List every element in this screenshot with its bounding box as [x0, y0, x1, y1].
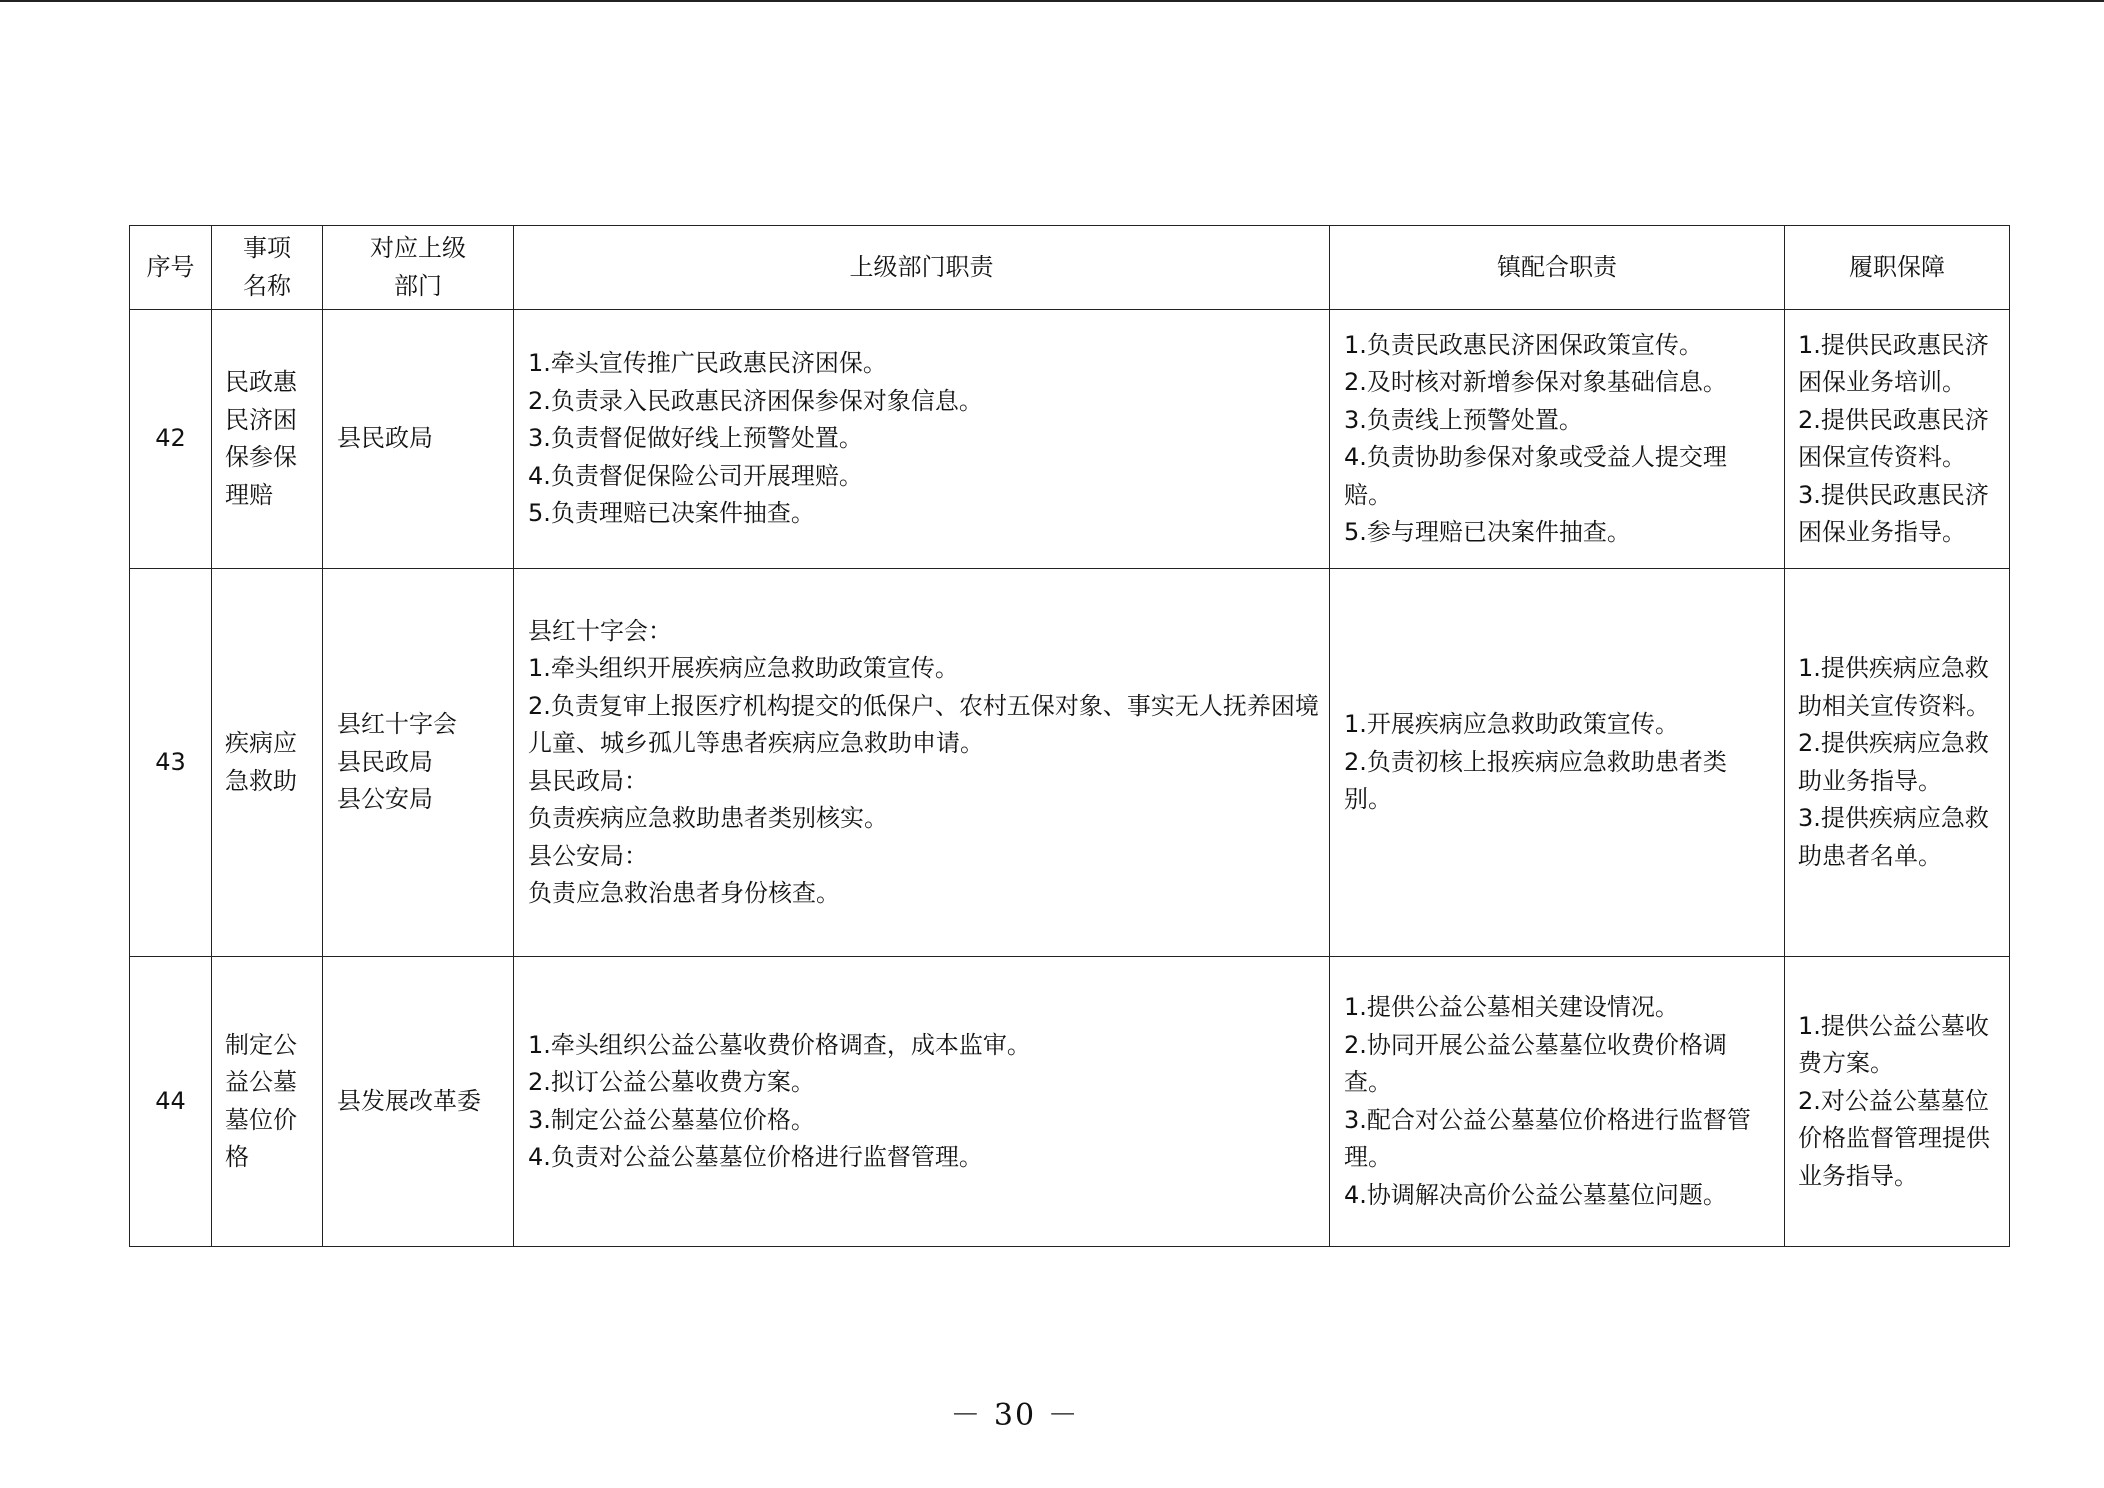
- row-superior-duties: [514, 569, 1330, 957]
- town-duty-line: 4.协调解决高价公益公墓墓位问题。: [1344, 1180, 1727, 1209]
- superior-duty-line: 县红十字会：: [528, 616, 672, 645]
- superior-duty-line: 1.牵头组织开展疾病应急救助政策宣传。: [528, 654, 959, 682]
- town-duty-line: 1.负责民政惠民济困保政策宣传。: [1344, 330, 1703, 359]
- table-row: [130, 569, 2010, 957]
- guarantee-line: 1.提供公益公墓收费方案。: [1798, 1011, 1989, 1078]
- guarantee-line: 2.提供民政惠民济困保宣传资料。: [1798, 405, 1989, 471]
- table-row: [130, 310, 2010, 569]
- town-duty-line: 2.及时核对新增参保对象基础信息。: [1344, 368, 1727, 396]
- item-name-line: 墓位价: [225, 1105, 297, 1134]
- item-name-line: 急救助: [225, 766, 297, 795]
- item-name-line: 益公墓: [225, 1068, 297, 1096]
- superior-duty-line: 1.牵头组织公益公墓收费价格调查，成本监审。: [528, 1030, 1031, 1059]
- town-duty-line: 2.协同开展公益公墓墓位收费价格调查。: [1344, 1030, 1727, 1096]
- item-name-line: 民济困: [225, 405, 297, 434]
- town-duty-line: 3.配合对公益公墓墓位价格进行监督管理。: [1344, 1105, 1751, 1171]
- row-dept: [323, 569, 514, 957]
- row-item-name: [212, 569, 323, 957]
- superior-duty-line: 县民政局：: [528, 766, 648, 795]
- item-name-line: 理赔: [225, 480, 273, 509]
- row-item-name: [212, 957, 323, 1247]
- row-guarantee: [1785, 310, 2010, 569]
- item-name-line: 格: [225, 1143, 249, 1171]
- superior-duty-line: 1.牵头宣传推广民政惠民济困保。: [528, 349, 887, 378]
- town-duty-line: 1.提供公益公墓相关建设情况。: [1344, 993, 1679, 1021]
- superior-duty-line: 2.负责录入民政惠民济困保参保对象信息。: [528, 386, 983, 415]
- dept-line: 县发展改革委: [337, 1086, 481, 1115]
- header-row: [130, 226, 2010, 310]
- guarantee-line: 3.提供疾病应急救助患者名单。: [1798, 804, 1989, 870]
- superior-duty-line: 2.负责复审上报医疗机构提交的低保户、农村五保对象、事实无人抚养困境儿童、城乡孤儿等患者疾病应急救助申请。: [528, 691, 1319, 757]
- town-duty-line: 5.参与理赔已决案件抽查。: [1344, 518, 1631, 546]
- guarantee-line: 1.提供民政惠民济困保业务培训。: [1798, 330, 1989, 396]
- dept-line: 县公安局: [337, 785, 433, 814]
- town-duty-line: 4.负责协助参保对象或受益人提交理赔。: [1344, 443, 1727, 509]
- duties-table: [129, 225, 2010, 1247]
- guarantee-line: 1.提供疾病应急救助相关宣传资料。: [1798, 654, 1990, 720]
- dept-line: 县民政局: [337, 747, 433, 776]
- superior-duty-line: 4.负责对公益公墓墓位价格进行监督管理。: [528, 1143, 983, 1171]
- row-guarantee: [1785, 569, 2010, 957]
- superior-duty-line: 县公安局：: [528, 841, 648, 870]
- item-name-line: 制定公: [225, 1030, 297, 1059]
- page-top-rule: [0, 0, 2104, 2]
- header-name: [212, 226, 323, 310]
- row-town-duties: [1330, 310, 1785, 569]
- item-name-line: 民政惠: [225, 368, 297, 396]
- superior-duty-line: 2.拟订公益公墓收费方案。: [528, 1068, 815, 1096]
- guarantee-line: 2.提供疾病应急救助业务指导。: [1798, 729, 1989, 795]
- item-name-line: 疾病应: [225, 729, 297, 757]
- town-duty-line: 1.开展疾病应急救助政策宣传。: [1344, 710, 1679, 739]
- dept-line: 县民政局: [337, 424, 433, 453]
- header-dept-line: 部门: [394, 271, 442, 300]
- row-superior-duties: [514, 957, 1330, 1247]
- row-town-duties: [1330, 569, 1785, 957]
- header-town-duties: 镇配合职责: [1330, 226, 1785, 310]
- header-guarantee: 履职保障: [1785, 226, 2010, 310]
- superior-duty-line: 负责应急救治患者身份核查。: [528, 879, 840, 907]
- superior-duty-line: 3.负责督促做好线上预警处置。: [528, 424, 863, 453]
- table-row: [130, 957, 2010, 1247]
- guarantee-line: 3.提供民政惠民济困保业务指导。: [1798, 480, 1989, 546]
- header-superior-duties: 上级部门职责: [514, 226, 1330, 310]
- row-no: 42: [130, 310, 212, 569]
- superior-duty-line: 5.负责理赔已决案件抽查。: [528, 499, 815, 528]
- superior-duty-line: 负责疾病应急救助患者类别核实。: [528, 804, 888, 832]
- row-item-name: [212, 310, 323, 569]
- town-duty-line: 2.负责初核上报疾病应急救助患者类别。: [1344, 747, 1727, 814]
- row-no: 43: [130, 569, 212, 957]
- superior-duty-line: 4.负责督促保险公司开展理赔。: [528, 461, 863, 490]
- header-name-line: 事项: [243, 234, 291, 262]
- header-no: 序号: [130, 226, 212, 310]
- item-name-line: 保参保: [225, 443, 297, 471]
- row-dept: [323, 310, 514, 569]
- row-superior-duties: [514, 310, 1330, 569]
- dept-line: 县红十字会: [337, 710, 457, 739]
- header-dept: [323, 226, 514, 310]
- row-dept: [323, 957, 514, 1247]
- guarantee-line: 2.对公益公墓墓位价格监督管理提供业务指导。: [1798, 1086, 1990, 1190]
- page-number: － 30 －: [950, 1398, 1080, 1433]
- header-name-line: 名称: [243, 271, 291, 300]
- superior-duty-line: 3.制定公益公墓墓位价格。: [528, 1105, 815, 1134]
- row-town-duties: [1330, 957, 1785, 1247]
- header-dept-line: 对应上级: [370, 234, 466, 262]
- row-no: 44: [130, 957, 212, 1247]
- row-guarantee: [1785, 957, 2010, 1247]
- town-duty-line: 3.负责线上预警处置。: [1344, 405, 1583, 434]
